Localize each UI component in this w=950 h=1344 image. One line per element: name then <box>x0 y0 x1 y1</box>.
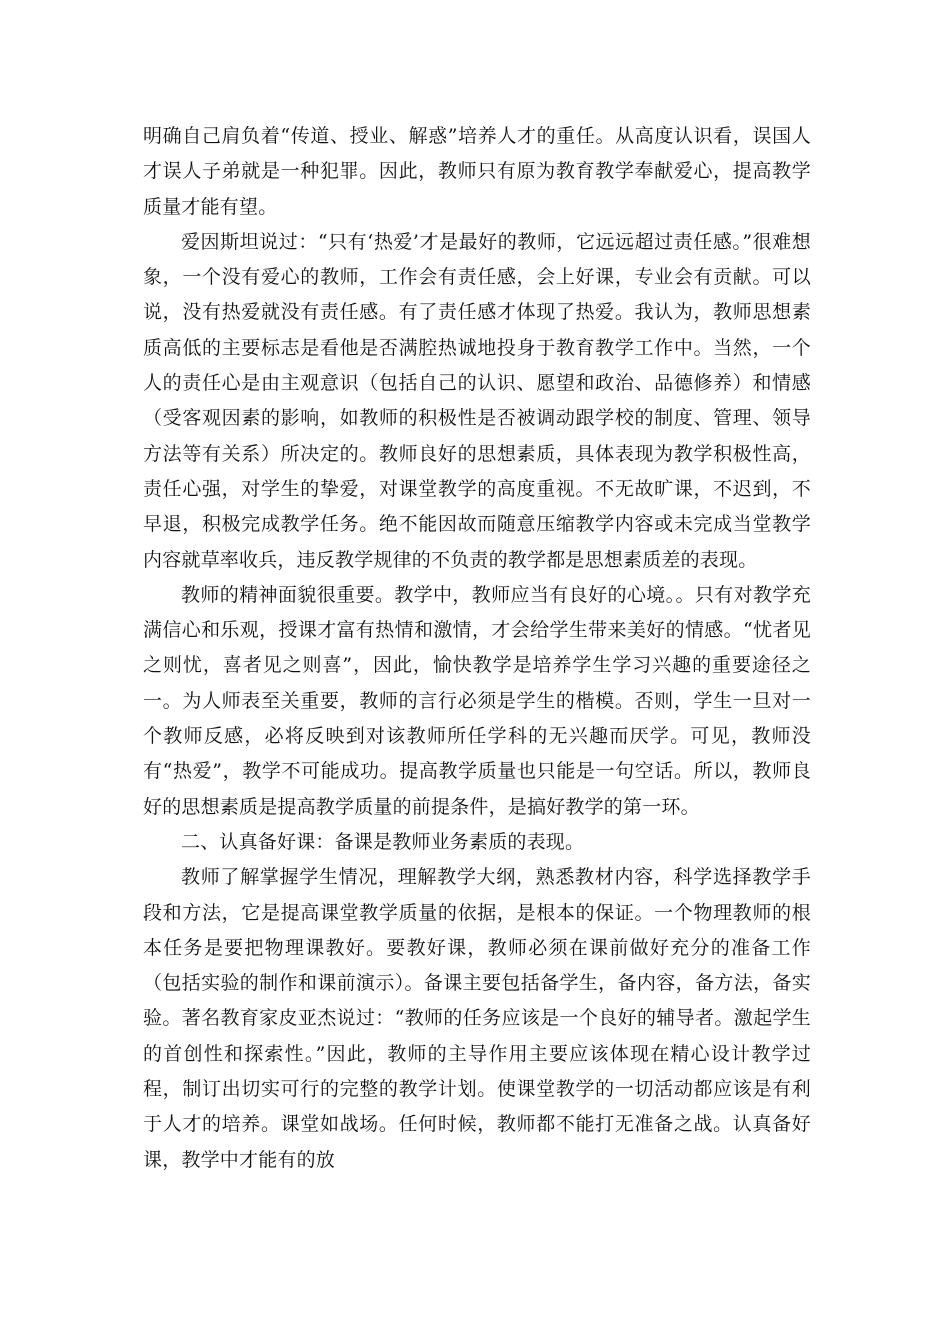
paragraph-continuation: 明确自己肩负着“传道、授业、解惑”培养人才的重任。从高度认识看，误国人才误人子弟就是一种犯罪。因此，教师只有原为教育教学奉献爱心，提高教学质量才能有望。 <box>143 125 811 218</box>
section-heading-lesson-prep: 二、认真备好课：备课是教师业务素质的表现。 <box>181 830 585 853</box>
paragraph-teacher-spirit: 教师的精神面貌很重要。教学中，教师应当有良好的心境。。只有对教学充满信心和乐观，授课才富有热情和激情，才会给学生带来美好的情感。“忧者见之则忧，喜者见之则喜”，因此，愉快教学是培养学生学习兴趣的重要途径之一。为人师表至关重要，教师的言行必须是学生的楷模。否则，学生一旦对一个教师反感，必将反映到对该教师所任学科的无兴趣而厌学。可见，教师没有“热爱”，教学不可能成功。提高教学质量也只能是一句空话。所以，教师良好的思想素质是提高教学质量的前提条件，是搞好教学的第一环。 <box>143 583 811 818</box>
paragraph-einstein-quote: 爱因斯坦说过：“只有‘热爱’才是最好的教师，它远远超过责任感。”很难想象，一个没有爱心的教师，工作会有责任感，会上好课，专业会有贡献。可以说，没有热爱就没有责任感。有了责任感才体现了热爱。我认为，教师思想素质高低的主要标志是看他是否满腔热诚地投身于教育教学工作中。当然，一个人的责任心是由主观意识（包括自己的认识、愿望和政治、品德修养）和情感（受客观因素的影响，如教师的积极性是否被调动跟学校的制度、管理、领导方法等有关系）所决定的。教师良好的思想素质，具体表现为教学积极性高，责任心强，对学生的挚爱，对课堂教学的高度重视。不无故旷课，不迟到，不早退，积极完成教学任务。绝不能因故而随意压缩教学内容或未完成当堂教学内容就草率收兵，违反教学规律的不负责的教学都是思想素质差的表现。 <box>143 230 811 571</box>
document-body <box>143 119 811 1178</box>
paragraph-lesson-prep: 教师了解掌握学生情况，理解教学大纲，熟悉教材内容，科学选择教学手段和方法，它是提高课堂教学质量的依据，是根本的保证。一个物理教师的根本任务是要把物理课教好。要教好课，教师必须在课前做好充分的准备工作（包括实验的制作和课前演示）。备课主要包括备学生，备内容，备方法，备实验。著名教育家皮亚杰说过：“教师的任务应该是一个良好的辅导者。激起学生的首创性和探索性。”因此，教师的主导作用主要应该体现在精心设计教学过程，制订出切实可行的完整的教学计划。使课堂教学的一切活动都应该是有利于人才的培养。课堂如战场。任何时候，教师都不能打无准备之战。认真备好课，教学中才能有的放 <box>143 866 811 1171</box>
